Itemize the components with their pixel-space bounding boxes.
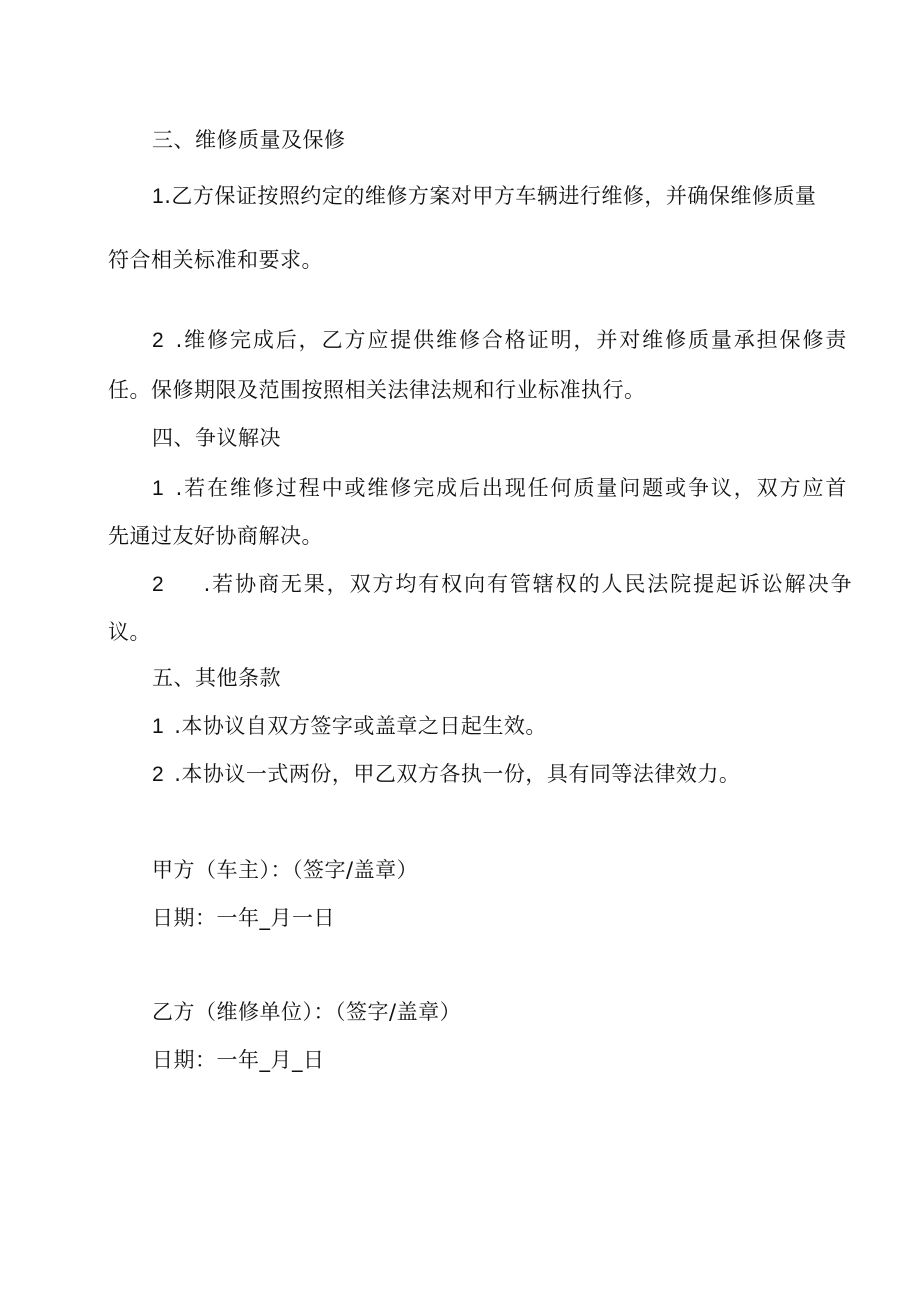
- section-3-item-2-line-1: [152, 326, 848, 355]
- section-3-item-1-line-1: [152, 182, 816, 211]
- item-text: .本协议一式两份，甲乙双方各执一份，具有同等法律效力。: [174, 762, 741, 786]
- section-5-item-2: [152, 760, 740, 789]
- section-3-item-2-line-2: 任。保修期限及范围按照相关法律法规和行业标准执行。: [108, 378, 646, 402]
- section-4-heading: 四、争议解决: [152, 426, 281, 450]
- section-4-item-1-line-2: 先通过友好协商解决。: [108, 524, 323, 548]
- party-a-signature-label: 甲方（车主）：（签字/盖章）: [152, 858, 419, 882]
- item-text: .本协议自双方签字或盖章之日起生效。: [174, 714, 547, 738]
- party-b-signature-label: 乙方（维修单位）：（签字/盖章）: [152, 1000, 462, 1024]
- item-number: 2: [152, 329, 166, 352]
- item-number: 2: [152, 573, 166, 596]
- section-4-item-2-line-1: [152, 570, 853, 599]
- section-5-item-1: [152, 712, 547, 741]
- section-3-heading: 三、维修质量及保修: [152, 128, 346, 152]
- item-text: .维修完成后，乙方应提供维修合格证明，并对维修质量承担保修责: [175, 328, 849, 352]
- party-a-date: 日期：一年_月一日: [152, 906, 335, 930]
- item-text: .乙方保证按照约定的维修方案对甲方车辆进行维修，并确保维修质量: [164, 184, 817, 208]
- item-number: 2: [152, 763, 165, 786]
- item-number: 1: [152, 477, 166, 500]
- item-text: .若协商无果，双方均有权向有管辖权的人民法院提起诉讼解决争: [203, 572, 854, 596]
- section-4-item-1-line-1: [152, 474, 848, 503]
- item-number: 1: [152, 185, 165, 208]
- section-5-heading: 五、其他条款: [152, 666, 281, 690]
- party-b-date: 日期：一年_月_日: [152, 1048, 325, 1072]
- item-text: .若在维修过程中或维修完成后出现任何质量问题或争议，双方应首: [175, 476, 849, 500]
- item-number: 1: [152, 715, 165, 738]
- section-3-item-1-line-2: 符合相关标准和要求。: [108, 248, 323, 272]
- section-4-item-2-line-2: 议。: [108, 620, 151, 644]
